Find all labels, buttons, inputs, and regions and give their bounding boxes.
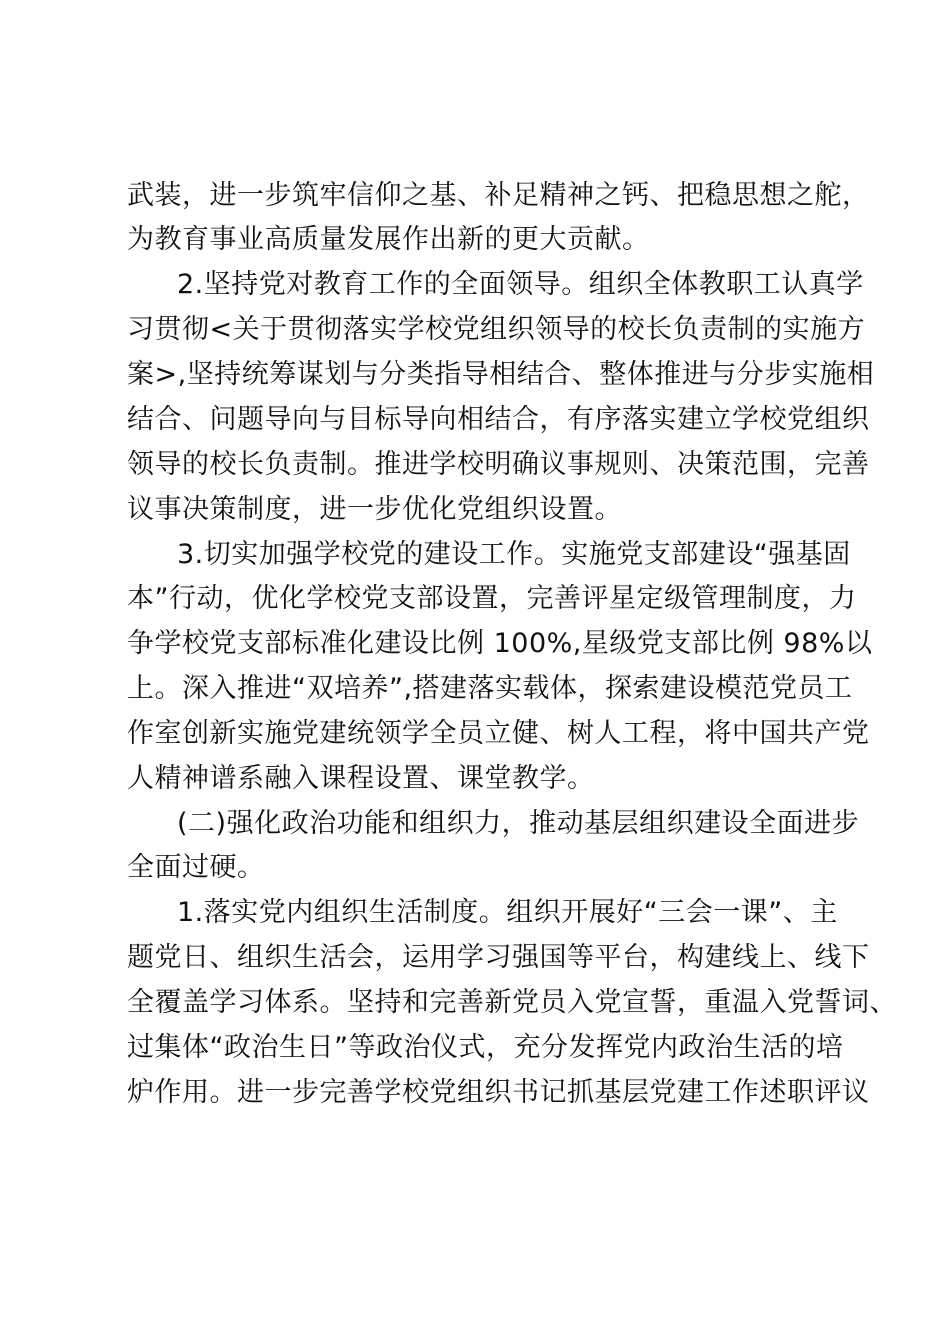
text-line: 领导的校长负责制。推进学校明确议事规则、决策范围，完善: [127, 449, 870, 480]
paragraph-start-line: 2.坚持党对教育工作的全面领导。组织全体教职工认真学: [177, 269, 864, 300]
text-line: 上。深入推进“双培养”,搭建落实载体，探索建设模范党员工: [127, 673, 853, 704]
text-line: 为教育事业高质量发展作出新的更大贡献。: [127, 224, 650, 255]
section-heading: (二)强化政治功能和组织力，推动基层组织建设全面进步: [177, 808, 860, 839]
text-line: 作室创新实施党建统领学全员立健、树人工程，将中国共产党: [127, 718, 870, 749]
text-line: 习贯彻<关于贯彻落实学校党组织领导的校长负责制的实施方: [127, 314, 866, 345]
text-line: 案>,坚持统筹谋划与分类指导相结合、整体推进与分步实施相: [127, 359, 875, 390]
text-line: 本”行动，优化学校党支部设置，完善评星定级管理制度，力: [127, 583, 857, 614]
text-line: 人精神谱系融入课程设置、课堂教学。: [127, 763, 595, 794]
text-line: 争学校党支部标准化建设比例 100%,星级党支部比例 98%以: [127, 628, 873, 659]
section-heading-continuation: 全面过硬。: [127, 852, 265, 883]
text-line: 炉作用。进一步完善学校党组织书记抓基层党建工作述职评议: [127, 1077, 870, 1108]
text-line: 武装，进一步筑牢信仰之基、补足精神之钙、把稳思想之舵，: [127, 180, 870, 211]
text-line: 结合、问题导向与目标导向相结合，有序落实建立学校党组织: [127, 404, 870, 435]
text-line: 题党日、组织生活会，运用学习强国等平台，构建线上、线下: [127, 942, 870, 973]
text-line: 议事决策制度，进一步优化党组织设置。: [127, 494, 622, 525]
text-line: 全覆盖学习体系。坚持和完善新党员入党宣誓，重温入党誓词、: [127, 987, 897, 1018]
paragraph-start-line: 1.落实党内组织生活制度。组织开展好“三会一课”、主: [177, 897, 838, 928]
paragraph-start-line: 3.切实加强学校党的建设工作。实施党支部建设“强基固: [177, 539, 851, 570]
text-line: 过集体“政治生日”等政治仪式，充分发挥党内政治生活的培: [127, 1032, 844, 1063]
